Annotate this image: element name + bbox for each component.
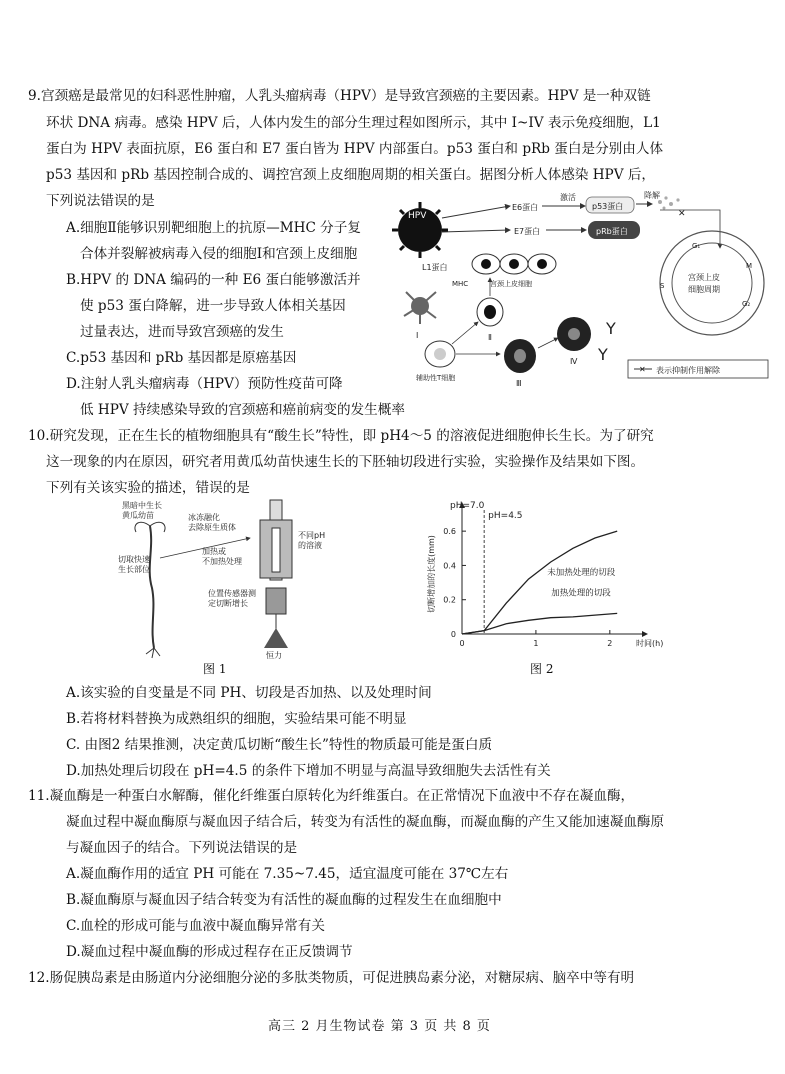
q10-option-b: B.若将材料替换为成熟组织的细胞，实验结果可能不明显 — [66, 711, 407, 727]
svg-text:✕: ✕ — [639, 365, 646, 374]
q10-line-1: 10.研究发现，正在生长的植物细胞具有“酸生长”特性，即 pH4～5 的溶液促进细胞伸长生长。为了研究 — [28, 428, 654, 444]
q9-option-b-3: 过量表达，进而导致宫颈癌的发生 — [80, 324, 284, 340]
antibody-icon-1: Y — [606, 319, 616, 338]
figure-1-apparatus — [110, 498, 340, 658]
heat-label-1: 加热或 — [202, 547, 226, 556]
force-label: 恒力 — [266, 651, 282, 660]
q11-line-2: 凝血过程中凝血酶原与凝血因子结合后，转变为有活性的凝血酶，而凝血酶的产生又能加速凝血酶原 — [66, 814, 665, 830]
q9-line-2: 环状 DNA 病毒。感染 HPV 后，人体内发生的部分生理过程如图所示，其中 I~IV 表示免疫细胞，L1 — [46, 115, 661, 131]
phase-m: M — [746, 262, 753, 270]
ph-7-label: pH=7.0 — [450, 501, 485, 511]
sensor-label-1: 位置传感器测 — [208, 589, 256, 598]
q9-option-b-1: B.HPV 的 DNA 编码的一种 E6 蛋白能够激活并 — [66, 272, 361, 288]
q9-option-a-1: A.细胞Ⅱ能够识别靶细胞上的抗原—MHC 分子复 — [66, 220, 361, 236]
legend-label: 表示抑制作用解除 — [656, 366, 720, 375]
epithelial-label: 宫颈上皮细胞 — [490, 280, 532, 288]
q9-option-d-2: 低 HPV 持续感染导致的宫颈癌和癌前病变的发生概率 — [80, 402, 405, 418]
prb-label: pRb蛋白 — [596, 227, 628, 236]
cell-ii-label: Ⅱ — [488, 333, 492, 342]
q11-line-3: 与凝血因子的结合。下列说法错误的是 — [66, 840, 298, 856]
e7-label: E7蛋白 — [514, 227, 541, 236]
q9-option-b-2: 使 p53 蛋白降解，进一步导致人体相关基因 — [80, 298, 346, 314]
sensor-label-2: 定切断增长 — [208, 599, 248, 608]
hpv-immune-diagram — [390, 188, 770, 388]
q11-option-a: A.凝血酶作用的适宜 PH 可能在 7.35~7.45，适宜温度可能在 37℃左右 — [66, 866, 509, 882]
seedling-stem-icon — [150, 526, 154, 648]
q11-option-c: C.血栓的形成可能与血液中凝血酶异常有关 — [66, 918, 325, 934]
cell-cycle-ring — [660, 231, 764, 335]
figure-1-caption: 图 1 — [203, 662, 227, 676]
y-tick-label: 0 — [450, 630, 456, 639]
page-footer: 高三 2 月生物试卷 第 3 页 共 8 页 — [268, 1019, 491, 1034]
q11-line-1: 11.凝血酶是一种蛋白水解酶，催化纤维蛋白原转化为纤维蛋白。在正常情况下血液中不存在凝血酶， — [28, 788, 635, 804]
q10-option-a: A.该实验的自变量是不同 PH、切段是否加热、以及处理时间 — [66, 685, 432, 701]
phase-g1: G₁ — [692, 242, 701, 250]
ph-solution-label-2: 的溶液 — [298, 541, 322, 550]
phase-g2: G₂ — [742, 300, 751, 308]
y-tick-label: 0.4 — [443, 561, 456, 571]
phase-s: S — [660, 282, 665, 290]
activate-label: 激活 — [560, 193, 576, 202]
figure-2-chart — [422, 496, 662, 656]
q10-option-c: C. 由图2 结果推测，决定黄瓜切断“酸生长”特性的物质最可能是蛋白质 — [66, 737, 493, 753]
q9-line-4: p53 基因和 pRb 基因控制合成的、调控宫颈上皮细胞周期的相关蛋白。据图分析人体感染 HPV 后， — [46, 167, 656, 183]
q10-line-3: 下列有关该实验的描述，错误的是 — [46, 480, 250, 496]
seedling-label-1: 黑暗中生长 — [122, 501, 162, 510]
cycle-label-2: 细胞周期 — [688, 285, 720, 294]
cut-label-2: 生长部位 — [118, 565, 150, 574]
q9-line-5: 下列说法错误的是 — [46, 193, 155, 209]
series-label-2: 加热处理的切段 — [551, 588, 611, 599]
ph-solution-label-1: 不同pH — [298, 531, 326, 540]
x-tick-label: 2 — [607, 639, 613, 648]
segment-in-chamber — [272, 528, 280, 572]
cell-i-label: Ⅰ — [416, 331, 419, 340]
seedling-label-2: 黄瓜幼苗 — [122, 511, 154, 520]
series-label-1: 未加热处理的切段 — [547, 568, 616, 579]
position-sensor-icon — [266, 588, 286, 614]
x-axis-title: 时间(h) — [636, 639, 664, 648]
q10-option-d: D.加热处理后切段在 pH=4.5 的条件下增加不明显与高温导致细胞失去活性有关 — [66, 763, 551, 779]
x-tick-label: 1 — [533, 639, 539, 648]
q9-option-c: C.p53 基因和 pRb 基因都是原癌基因 — [66, 350, 297, 366]
release-mark: ✕ — [678, 209, 686, 219]
series-line-2 — [462, 613, 617, 634]
q11-option-d: D.凝血过程中凝血酶的形成过程存在正反馈调节 — [66, 944, 353, 960]
y-axis-title: 切断增加的长度(mm) — [427, 535, 436, 613]
x-axis-arrow — [642, 631, 648, 637]
l1-label: L1蛋白 — [422, 263, 448, 272]
cycle-label-1: 宫颈上皮 — [688, 273, 720, 282]
helper-t-label: 辅助性T细胞 — [416, 374, 456, 382]
q9-option-d-1: D.注射人乳头瘤病毒（HPV）预防性疫苗可降 — [66, 376, 343, 392]
q12-line-1: 12.肠促胰岛素是由肠道内分泌细胞分泌的多肽类物质，可促进胰岛素分泌，对糖尿病、脑卒中等有明 — [28, 970, 635, 986]
freeze-label-1: 冰冻融化 — [188, 513, 220, 522]
p53-label: p53蛋白 — [592, 202, 624, 211]
hpv-label: HPV — [408, 211, 427, 221]
antibody-icon-2: Y — [598, 345, 608, 364]
y-tick-label: 0.6 — [443, 527, 456, 537]
degrade-label: 降解 — [644, 191, 660, 200]
heat-label-2: 不加热处理 — [202, 557, 242, 566]
cell-i-dendritic-icon — [404, 292, 436, 324]
figure-2-caption: 图 2 — [530, 662, 554, 676]
q9-line-1: 9.宫颈癌是最常见的妇科恶性肿瘤，人乳头瘤病毒（HPV）是导致宫颈癌的主要因素。HPV 是一种双链 — [28, 88, 651, 104]
degraded-fragments-icon — [658, 196, 680, 209]
cut-label-1: 切取快速 — [118, 555, 150, 564]
e6-label: E6蛋白 — [512, 203, 539, 212]
ph-45-label: pH=4.5 — [488, 511, 523, 521]
epithelial-cells — [472, 254, 556, 274]
mhc-label: MHC — [452, 280, 469, 288]
q11-option-b: B.凝血酶原与凝血因子结合转变为有活性的凝血酶的过程发生在血细胞中 — [66, 892, 502, 908]
q9-option-a-2: 合体并裂解被病毒入侵的细胞Ⅰ和宫颈上皮细胞 — [80, 246, 358, 262]
freeze-label-2: 去除原生质体 — [188, 523, 236, 532]
y-tick-label: 0.2 — [443, 595, 456, 605]
cell-iii-label: Ⅲ — [516, 379, 522, 388]
weight-icon — [264, 628, 288, 648]
cell-iv-label: Ⅳ — [570, 357, 578, 366]
q10-line-2: 这一现象的内在原因，研究者用黄瓜幼苗快速生长的下胚轴切段进行实验，实验操作及结果如下图。 — [46, 454, 645, 470]
q9-line-3: 蛋白为 HPV 表面抗原，E6 蛋白和 E7 蛋白皆为 HPV 内部蛋白。p53 蛋白和 pRb 蛋白是分别由人体 — [46, 141, 664, 157]
x-tick-label: 0 — [459, 639, 465, 648]
